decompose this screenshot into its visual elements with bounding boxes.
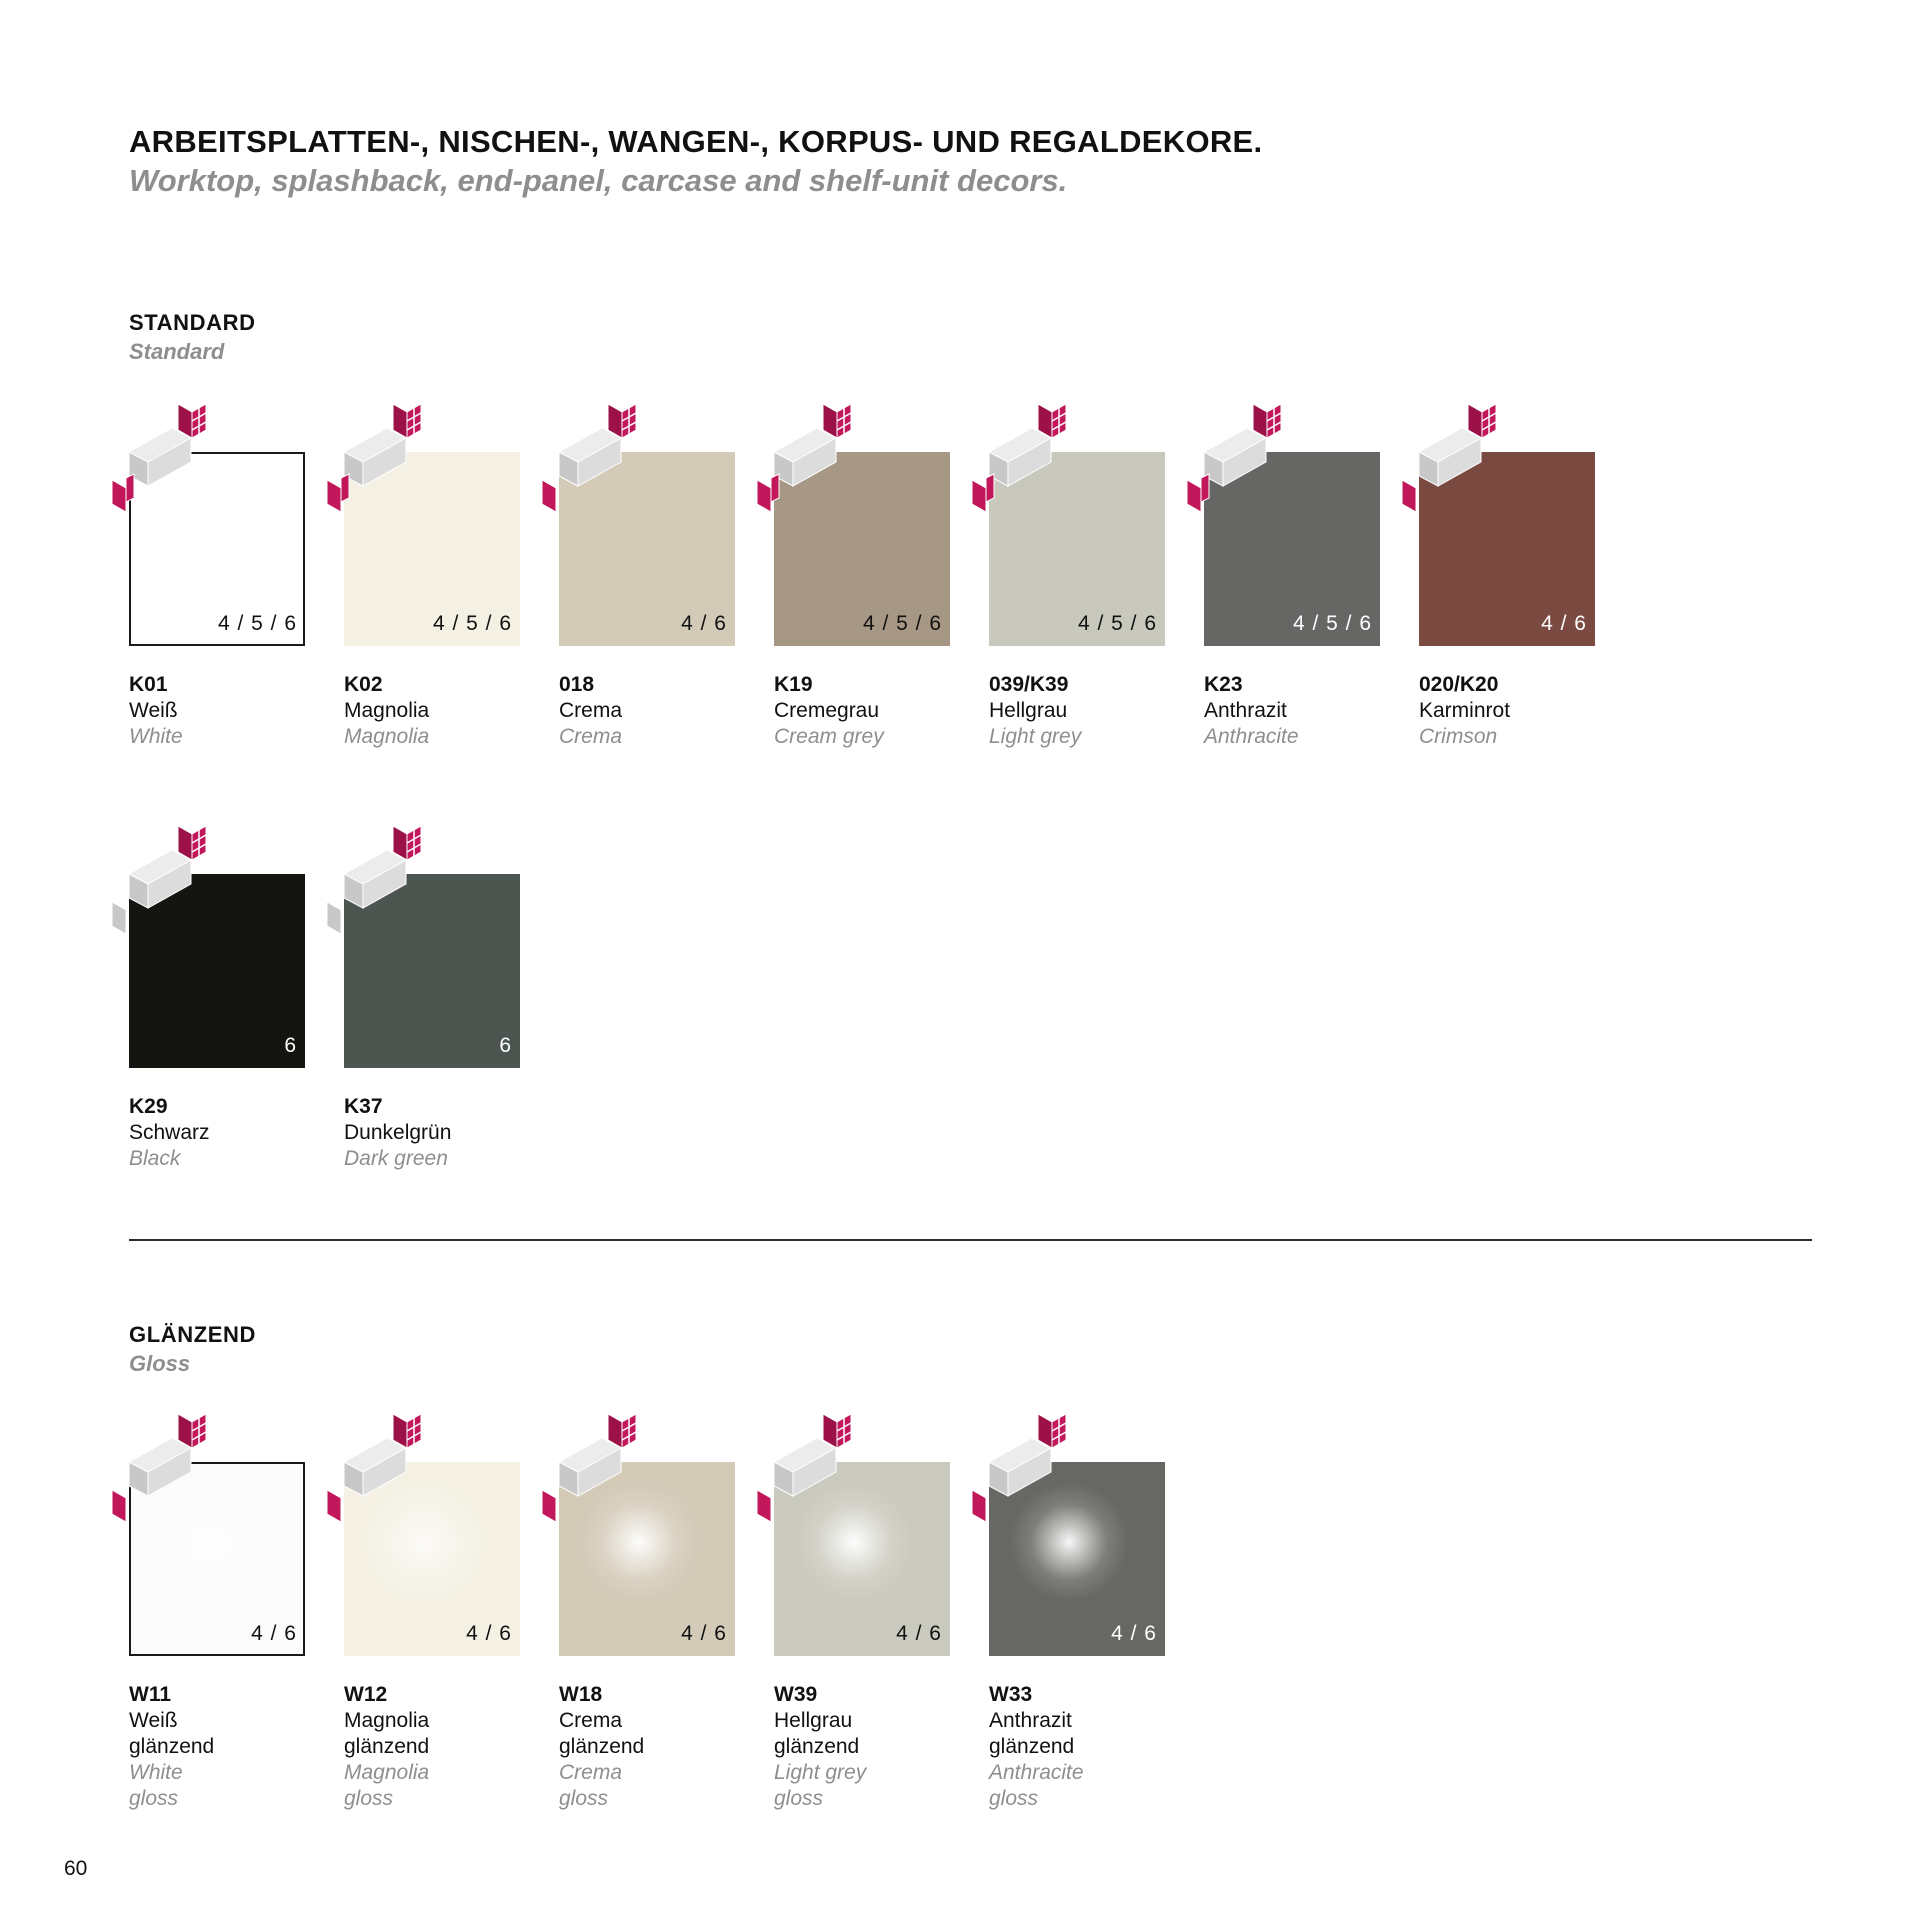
decor-name-en: Dark green [344, 1147, 448, 1170]
program-numbers: 4 / 6 [1541, 612, 1587, 635]
standard-row-2 [110, 812, 1615, 1172]
decor-finish-en: gloss [344, 1787, 394, 1810]
end-panel-icon [327, 1490, 341, 1522]
decor-finish-de: glänzend [559, 1735, 645, 1758]
end-panel-icon [1402, 480, 1416, 512]
decor-card[interactable] [110, 390, 325, 750]
decor-label [989, 1682, 1185, 1812]
end-panel-icon [112, 480, 126, 512]
program-numbers: 4 / 6 [681, 1622, 727, 1645]
decor-name-de: Anthrazit [989, 1709, 1072, 1732]
decor-visual [110, 1400, 325, 1662]
furniture-pictogram-icon [970, 1400, 1185, 1550]
decor-label [129, 672, 325, 750]
end-panel-icon [972, 480, 986, 512]
end-panel-icon [327, 480, 341, 512]
decor-name-en: Anthracite [1204, 725, 1299, 748]
gloss-row-1 [110, 1400, 1185, 1812]
end-panel-icon [757, 1490, 771, 1522]
standard-subtitle: Standard [129, 339, 225, 364]
program-numbers: 4 / 6 [466, 1622, 512, 1645]
decor-visual [110, 390, 325, 652]
program-numbers: 4 / 5 / 6 [432, 612, 512, 635]
decor-code: K19 [774, 673, 813, 696]
gloss-decor-grid [110, 1400, 1185, 1812]
decor-finish-en: gloss [774, 1787, 824, 1810]
end-panel-icon [972, 1490, 986, 1522]
decor-label [344, 1094, 540, 1172]
decor-label [559, 672, 755, 750]
standard-title: STANDARD [129, 310, 256, 335]
decor-visual [540, 390, 755, 652]
decor-finish-de: glänzend [129, 1735, 215, 1758]
decor-name-en: Crema [559, 725, 623, 748]
decor-card[interactable] [755, 1400, 970, 1812]
decor-label [129, 1682, 325, 1812]
decor-card[interactable] [755, 390, 970, 750]
decor-code: K23 [1204, 673, 1243, 696]
splashback-panel-icon [771, 474, 779, 502]
end-panel-icon [1187, 480, 1201, 512]
decor-name-de: Schwarz [129, 1121, 210, 1144]
decor-label [774, 1682, 970, 1812]
decor-code: K37 [344, 1095, 383, 1118]
program-numbers: 4 / 5 / 6 [862, 612, 942, 635]
decor-name-en: Crema [559, 1761, 623, 1784]
furniture-pictogram-icon [970, 390, 1185, 540]
decor-code: W33 [989, 1683, 1033, 1706]
furniture-pictogram-icon [110, 812, 325, 962]
gloss-title: GLÄNZEND [129, 1322, 257, 1347]
decor-code: 018 [559, 673, 595, 696]
decor-code: K01 [129, 673, 168, 696]
decor-card[interactable] [110, 812, 325, 1172]
decor-name-en: Light grey [989, 725, 1082, 748]
end-panel-icon [542, 1490, 556, 1522]
decor-visual [755, 1400, 970, 1662]
program-numbers: 6 [284, 1034, 297, 1057]
decor-name-de: Karminrot [1419, 699, 1511, 722]
standard-row-1 [110, 390, 1615, 750]
decor-code: 020/K20 [1419, 673, 1499, 696]
decor-card[interactable] [1400, 390, 1615, 750]
end-panel-icon [757, 480, 771, 512]
decor-name-de: Hellgrau [989, 699, 1068, 722]
splashback-panel-icon [126, 474, 134, 502]
furniture-pictogram-icon [325, 1400, 540, 1550]
decor-name-de: Magnolia [344, 699, 430, 722]
decor-card[interactable] [110, 1400, 325, 1812]
decor-finish-de: glänzend [774, 1735, 860, 1758]
decor-name-en: Black [129, 1147, 181, 1170]
decor-visual [325, 390, 540, 652]
decor-visual [540, 1400, 755, 1662]
decor-visual [110, 812, 325, 1074]
end-panel-icon [112, 902, 126, 934]
decor-visual [755, 390, 970, 652]
decor-card[interactable] [1185, 390, 1400, 750]
decor-card[interactable] [325, 812, 540, 1172]
decor-name-de: Magnolia [344, 1709, 430, 1732]
end-panel-icon [327, 902, 341, 934]
decor-name-en: White [129, 1761, 183, 1784]
decor-name-de: Crema [559, 699, 623, 722]
program-numbers: 4 / 6 [251, 1622, 297, 1645]
program-numbers: 4 / 6 [681, 612, 727, 635]
furniture-pictogram-icon [325, 390, 540, 540]
decor-label [344, 1682, 540, 1812]
decor-finish-en: gloss [989, 1787, 1039, 1810]
decor-label [774, 672, 970, 750]
program-numbers: 6 [499, 1034, 512, 1057]
decor-finish-de: glänzend [344, 1735, 430, 1758]
decor-finish-en: gloss [559, 1787, 609, 1810]
decor-name-en: Magnolia [344, 725, 430, 748]
decor-visual [970, 1400, 1185, 1662]
decor-card[interactable] [970, 390, 1185, 750]
decor-card[interactable] [325, 390, 540, 750]
decor-finish-en: gloss [129, 1787, 179, 1810]
gloss-subtitle: Gloss [129, 1351, 191, 1376]
program-numbers: 4 / 6 [1111, 1622, 1157, 1645]
decor-label [129, 1094, 325, 1172]
decor-label [559, 1682, 755, 1812]
standard-section-heading [129, 310, 256, 365]
furniture-pictogram-icon [1400, 390, 1615, 540]
decor-name-en: Cream grey [774, 725, 884, 748]
decor-name-en: White [129, 725, 183, 748]
page-title: ARBEITSPLATTEN-, NISCHEN-, WANGEN-, KORPUS- UND REGALDEKORE. [129, 124, 1263, 159]
decor-finish-de: glänzend [989, 1735, 1075, 1758]
program-numbers: 4 / 5 / 6 [1292, 612, 1372, 635]
decor-name-de: Dunkelgrün [344, 1121, 452, 1144]
decor-code: K29 [129, 1095, 168, 1118]
decor-visual [1185, 390, 1400, 652]
decor-name-de: Anthrazit [1204, 699, 1287, 722]
decor-name-de: Weiß [129, 1709, 178, 1732]
section-divider [129, 1239, 1812, 1241]
decor-label [1204, 672, 1400, 750]
furniture-pictogram-icon [110, 1400, 325, 1550]
decor-visual [970, 390, 1185, 652]
decor-code: W18 [559, 1683, 603, 1706]
splashback-panel-icon [986, 474, 994, 502]
decor-label [344, 672, 540, 750]
furniture-pictogram-icon [540, 1400, 755, 1550]
decor-name-en: Anthracite [989, 1761, 1084, 1784]
decor-card[interactable] [540, 390, 755, 750]
decor-name-de: Weiß [129, 699, 178, 722]
decor-name-de: Hellgrau [774, 1709, 853, 1732]
program-numbers: 4 / 5 / 6 [1077, 612, 1157, 635]
program-numbers: 4 / 6 [896, 1622, 942, 1645]
decor-name-de: Cremegrau [774, 699, 880, 722]
decor-card[interactable] [970, 1400, 1185, 1812]
furniture-pictogram-icon [325, 812, 540, 962]
end-panel-icon [542, 480, 556, 512]
decor-card[interactable] [540, 1400, 755, 1812]
decor-name-en: Magnolia [344, 1761, 430, 1784]
splashback-panel-icon [341, 474, 349, 502]
furniture-pictogram-icon [755, 390, 970, 540]
program-numbers: 4 / 5 / 6 [217, 612, 297, 635]
page-subtitle: Worktop, splashback, end-panel, carcase and shelf-unit decors. [129, 163, 1068, 198]
end-panel-icon [112, 1490, 126, 1522]
page-number: 60 [64, 1857, 88, 1880]
decor-label [1419, 672, 1615, 750]
decor-visual [1400, 390, 1615, 652]
decor-label [989, 672, 1185, 750]
decor-code: K02 [344, 673, 383, 696]
gloss-section-heading [129, 1322, 256, 1377]
standard-decor-grid [110, 390, 1615, 1172]
decor-code: 039/K39 [989, 673, 1069, 696]
furniture-pictogram-icon [540, 390, 755, 540]
furniture-pictogram-icon [110, 390, 325, 540]
decor-visual [325, 1400, 540, 1662]
decor-visual [325, 812, 540, 1074]
decor-name-de: Crema [559, 1709, 623, 1732]
furniture-pictogram-icon [755, 1400, 970, 1550]
decor-card[interactable] [325, 1400, 540, 1812]
furniture-pictogram-icon [1185, 390, 1400, 540]
decor-code: W39 [774, 1683, 818, 1706]
splashback-panel-icon [1201, 474, 1209, 502]
decor-name-en: Crimson [1419, 725, 1498, 748]
decor-name-en: Light grey [774, 1761, 867, 1784]
decor-code: W12 [344, 1683, 388, 1706]
decor-code: W11 [129, 1683, 172, 1706]
